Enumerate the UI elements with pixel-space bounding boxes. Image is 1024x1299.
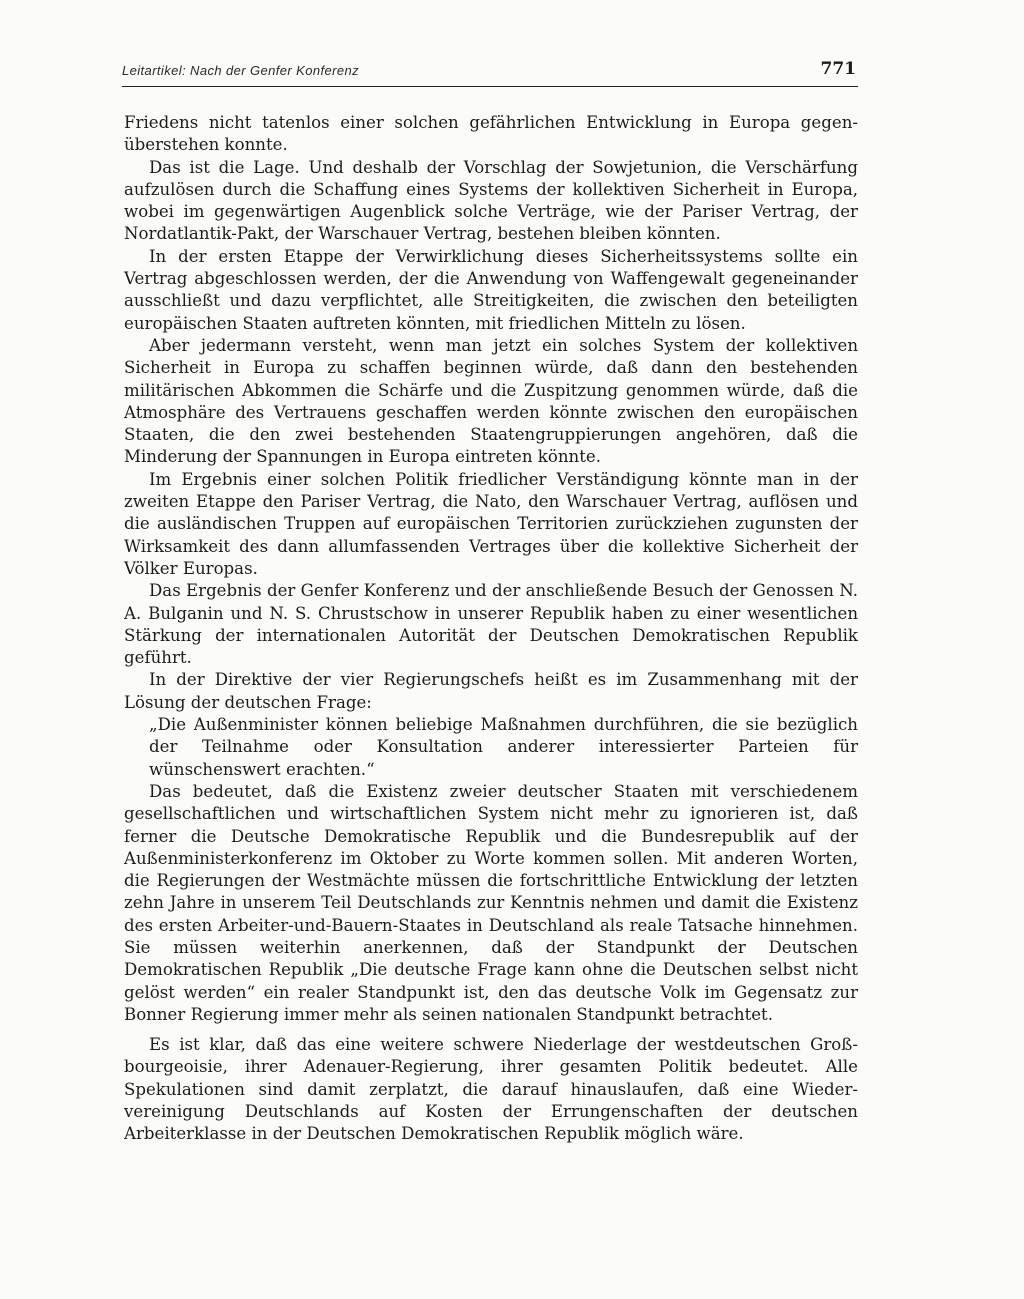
paragraph: Es ist klar, daß das eine weitere schwere Niederlage der westdeutschen Großbourgeoisie, ihrer Adenauer-Regierung, ihrer gesamten Politik bedeutet. Alle Spekulationen sind damit zerplatzt, die darauf hinauslaufen, daß eine Wiedervereinigung Deutschlands auf Kosten der Errungenschaften der deutschen Arbeiterklasse in der Deutschen Demokratischen Republik möglich wäre. — [124, 1035, 858, 1144]
paragraph: In der Direktive der vier Regierungschefs heißt es im Zusammenhang mit der Lösung der deutschen Frage: — [124, 670, 858, 712]
article-body — [124, 112, 858, 1146]
paragraph: Das bedeutet, daß die Existenz zweier deutscher Staaten mit verschiedenem gesellschaftlichen und wirtschaftlichen System nicht mehr zu ignorieren ist, daß ferner die Deutsche Demokratische Republik und die Bundesrepublik auf der Außenministerkonferenz im Oktober zu Worte kommen sollen. Mit anderen Worten, die Regierungen der Westmächte müssen die fortschrittliche Entwicklung der letzten zehn Jahre in unserem Teil Deutschlands zur Kenntnis nehmen und damit die Existenz des ersten Arbeiter-und-Bauern-Staates in Deutschland als reale Tatsache hinnehmen. Sie müssen weiterhin anerkennen, daß der Standpunkt der Deutschen Demokratischen Republik „Die deutsche Frage kann ohne die Deutschen selbst nicht gelöst werden“ ein realer Standpunkt ist, den das deutsche Volk im Gegensatz zur Bonner Regierung immer mehr als seinen nationalen Standpunkt betrachtet. — [124, 781, 858, 1024]
paragraph: Das ist die Lage. Und deshalb der Vorschlag der Sowjetunion, die Verschärfung aufzulösen durch die Schaffung eines Systems der kollektiven Sicherheit in Europa, wobei im gegenwärtigen Augenblick solche Verträge, wie der Pariser Vertrag, der Nordatlantik-Pakt, der Warschauer Vertrag, bestehen bleiben könnten. — [124, 157, 858, 244]
running-head: Leitartikel: Nach der Genfer Konferenz — [122, 63, 360, 78]
block-quote: „Die Außenminister können beliebige Maßnahmen durchführen, die sie bezüglich der Teilnahme oder Konsultation anderer interessierter Parteien für wünschenswert erachten.“ — [149, 715, 858, 779]
paragraph: In der ersten Etappe der Verwirklichung dieses Sicherheitssystems sollte ein Vertrag abgeschlossen werden, der die Anwendung von Waffengewalt gegeneinander ausschließt und dazu verpflichtet, alle Streitigkeiten, die zwischen den beteiligten europäischen Staaten auftreten könnten, mit friedlichen Mitteln zu lösen. — [124, 246, 858, 333]
paragraph: Das Ergebnis der Genfer Konferenz und der anschließende Besuch der Genossen N. A. Bulganin und N. S. Chrustschow in unserer Republik haben zu einer wesentlichen Stärkung der internationalen Autorität der Deutschen Demokratischen Republik geführt. — [124, 581, 858, 668]
paragraph: Im Ergebnis einer solchen Politik friedlicher Verständigung könnte man in der zweiten Etappe den Pariser Vertrag, die Nato, den Warschauer Vertrag, auflösen und die ausländischen Truppen auf europäischen Territorien zurückziehen zugunsten der Wirksamkeit des dann allumfassenden Vertrages über die kollektive Sicherheit der Völker Europas. — [124, 469, 858, 578]
page-number: 771 — [820, 59, 856, 79]
page-header — [122, 60, 858, 87]
paragraph: Aber jedermann versteht, wenn man jetzt ein solches System der kollektiven Sicherheit in Europa zu schaffen beginnen würde, daß dann den bestehenden militärischen Abkommen die Schärfe und die Zuspitzung genommen würde, daß die Atmosphäre des Vertrauens geschaffen werden könnte zwischen den europäischen Staaten, die den zwei bestehenden Staatengruppierungen angehören, daß die Minderung der Spannungen in Europa eintreten könnte. — [124, 335, 858, 467]
paragraph: Friedens nicht tatenlos einer solchen gefährlichen Entwicklung in Europa gegenüberstehen konnte. — [124, 113, 858, 155]
